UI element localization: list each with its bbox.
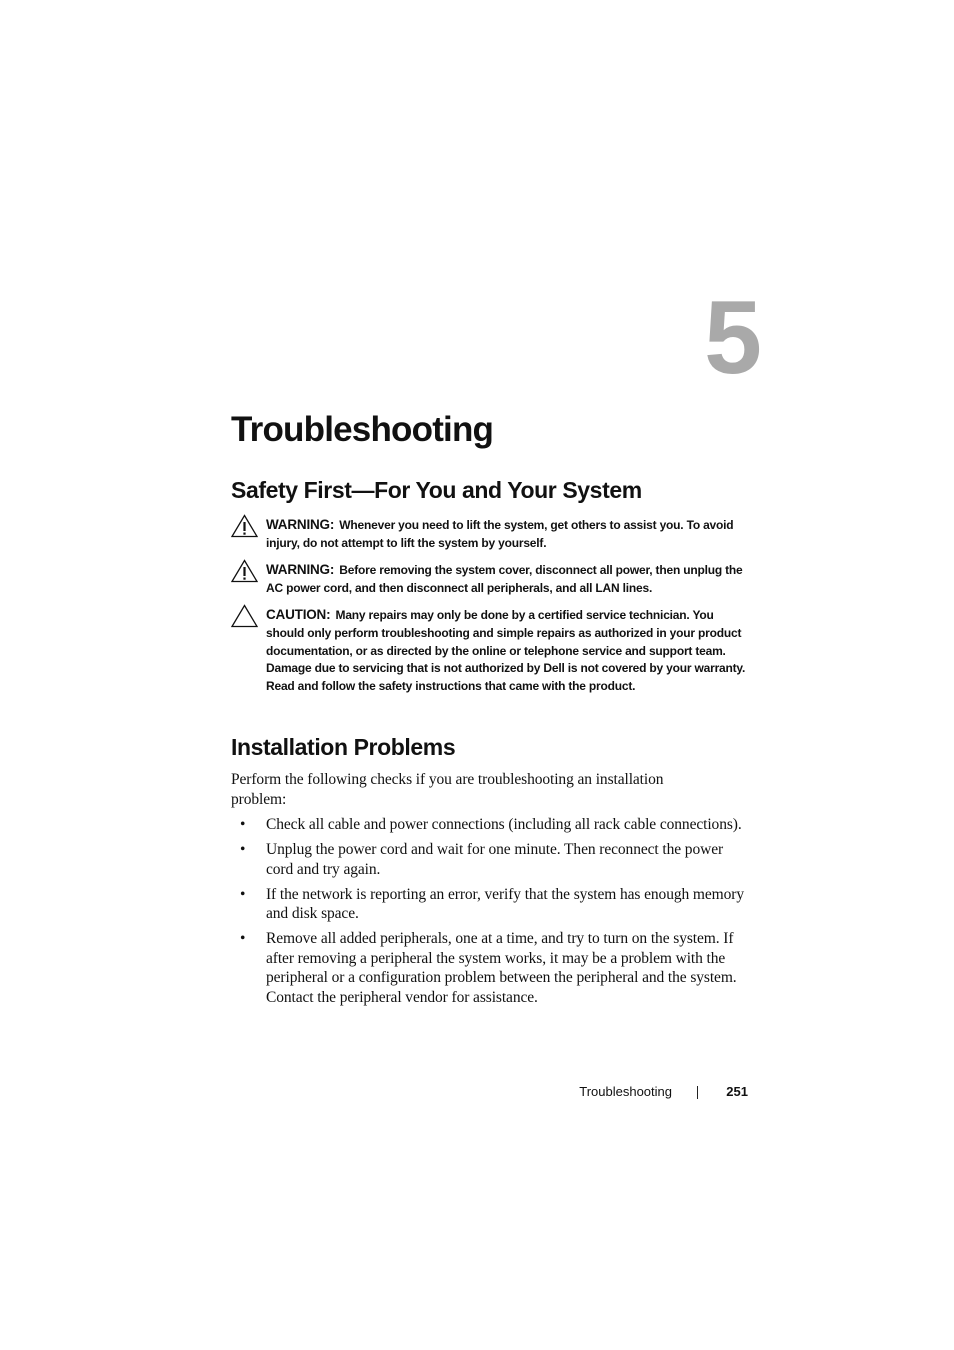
notice-label: WARNING: [266, 562, 335, 577]
list-item-text: Unplug the power cord and wait for one minute. Then reconnect the power cord and try again. [266, 841, 724, 878]
page-number: 251 [726, 1084, 748, 1099]
bullet-icon: • [240, 885, 246, 903]
list-item [231, 929, 746, 1007]
notice-body: Before removing the system cover, disconnect all power, then unplug the AC power cord, and then disconnect all peripherals, and all LAN lines. [266, 563, 743, 595]
list-item-text: Check all cable and power connections (including all rack cable connections). [266, 816, 742, 833]
list-item-text: Remove all added peripherals, one at a time, and try to turn on the system. If after removing a peripheral the system works, it may be a problem with the peripheral or a configuration problem between the peripheral and the system. Contact the peripheral vendor for assistance. [266, 930, 737, 1006]
section-title-installation: Installation Problems [231, 734, 456, 760]
notice-body: Whenever you need to lift the system, get others to assist you. To avoid injury, do not attempt to lift the system by yourself. [266, 518, 734, 550]
notice-body: Many repairs may only be done by a certified service technician. You should only perform troubleshooting and simple repairs as authorized in your product documentation, or as directed by the online or telephone service and support team. Damage due to servicing that is not authorized by Dell is not covered by your warranty. Read and follow the safety instructions that came with the product. [266, 608, 746, 694]
warning-icon [231, 514, 258, 538]
list-item [231, 840, 746, 879]
notice-label: CAUTION: [266, 607, 331, 622]
warning-notice [231, 561, 751, 598]
chapter-title: Troubleshooting [231, 410, 494, 449]
caution-icon [231, 604, 258, 628]
notice-text [266, 516, 746, 553]
intro-paragraph: Perform the following checks if you are troubleshooting an installation problem: [231, 771, 664, 808]
list-item-text: If the network is reporting an error, verify that the system has enough memory and disk space. [266, 885, 744, 922]
bullet-icon: • [240, 816, 246, 833]
footer-divider [697, 1086, 698, 1099]
notice-text [266, 561, 746, 598]
notice-label: WARNING: [266, 517, 335, 532]
section-title-safety: Safety First—For You and Your System [231, 477, 642, 503]
bullet-icon: • [240, 930, 246, 947]
footer-section-label: Troubleshooting [579, 1084, 672, 1099]
chapter-number: 5 [704, 280, 760, 396]
list-item [231, 885, 746, 924]
bullet-icon: • [240, 841, 246, 858]
caution-notice [231, 606, 751, 696]
notice-text [266, 606, 746, 696]
checklist [231, 815, 751, 1013]
list-item [231, 815, 746, 835]
warning-notice [231, 516, 751, 553]
warning-icon [231, 559, 258, 583]
